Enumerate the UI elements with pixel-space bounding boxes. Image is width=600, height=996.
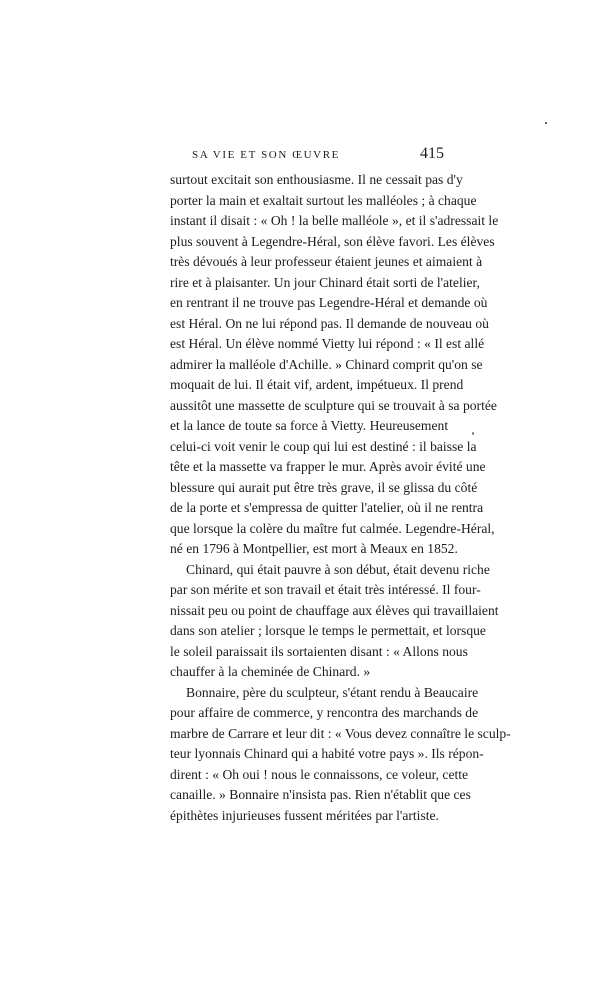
text-line: dirent : « Oh oui ! nous le connaissons, ce voleur, cette	[170, 766, 469, 782]
text-line: de la porte et s'empressa de quitter l'atelier, où il ne rentra	[170, 500, 484, 515]
text-line: surtout excitait son enthousiasme. Il ne cessait pas d'y	[170, 172, 463, 187]
text-line: épithètes injurieuses fussent méritées par l'artiste.	[170, 807, 439, 823]
text-line: est Héral. On ne lui répond pas. Il demande de nouveau où	[170, 315, 489, 331]
text-line: plus souvent à Legendre-Héral, son élève favori. Les élèves	[170, 233, 495, 249]
text-line: que lorsque la colère du maître fut calmée. Legendre-Héral,	[170, 520, 495, 536]
paragraph	[170, 683, 511, 827]
text-line: instant il disait : « Oh ! la belle malléole », et il s'adressait le	[170, 213, 499, 228]
text-line: né en 1796 à Montpellier, est mort à Meaux en 1852.	[170, 541, 458, 556]
text-line: nissait peu ou point de chauffage aux élèves qui travaillaient	[170, 602, 499, 618]
text-line: Bonnaire, père du sculpteur, s'étant rendu à Beaucaire	[186, 684, 479, 700]
running-title: SA VIE ET SON ŒUVRE	[192, 149, 340, 161]
text-line: celui-ci voit venir le coup qui lui est destiné : il baisse la	[170, 438, 477, 454]
text-line: moquait de lui. Il était vif, ardent, impétueux. Il prend	[170, 377, 464, 392]
running-header	[192, 145, 444, 167]
body-text	[170, 170, 511, 826]
text-line: et la lance de toute sa force à Vietty. Heureusement	[170, 418, 449, 433]
text-line: Chinard, qui était pauvre à son début, était devenu riche	[186, 561, 490, 577]
text-line: en rentrant il ne trouve pas Legendre-Héral et demande où	[170, 295, 488, 310]
text-line: teur lyonnais Chinard qui a habité votre pays ». Ils répon-	[170, 746, 484, 761]
text-line: tête et la massette va frapper le mur. Après avoir évité une	[170, 459, 486, 474]
text-line: aussitôt une massette de sculpture qui se trouvait à sa portée	[170, 397, 497, 413]
text-line: est Héral. Un élève nommé Vietty lui répond : « Il est allé	[170, 336, 485, 351]
page-number: 415	[420, 145, 444, 162]
text-line: très dévoués à leur professeur étaient jeunes et aimaient à	[170, 254, 483, 269]
ink-speck	[545, 122, 547, 124]
text-line: admirer la malléole d'Achille. » Chinard comprit qu'on se	[170, 356, 483, 372]
text-line: marbre de Carrare et leur dit : « Vous devez connaître le sculp-	[170, 725, 511, 741]
text-line: blessure qui aurait put être très grave, il se glissa du côté	[170, 479, 478, 495]
text-line: porter la main et exaltait surtout les malléoles ; à chaque	[170, 192, 477, 208]
text-line: rire et à plaisanter. Un jour Chinard était sorti de l'atelier,	[170, 274, 480, 290]
paragraph	[170, 560, 499, 683]
text-line: dans son atelier ; lorsque le temps le permettait, et lorsque	[170, 623, 486, 638]
text-line: par son mérite et son travail et était très intéressé. Il four-	[170, 582, 481, 597]
text-line: chauffer à la cheminée de Chinard. »	[170, 664, 371, 679]
text-line: le soleil paraissait ils sortaienten disant : « Allons nous	[170, 643, 468, 659]
paragraph	[170, 170, 499, 560]
ink-speck	[472, 432, 474, 435]
text-line: pour affaire de commerce, y rencontra des marchands de	[170, 705, 479, 720]
text-line: canaille. » Bonnaire n'insista pas. Rien n'établit que ces	[170, 787, 471, 802]
